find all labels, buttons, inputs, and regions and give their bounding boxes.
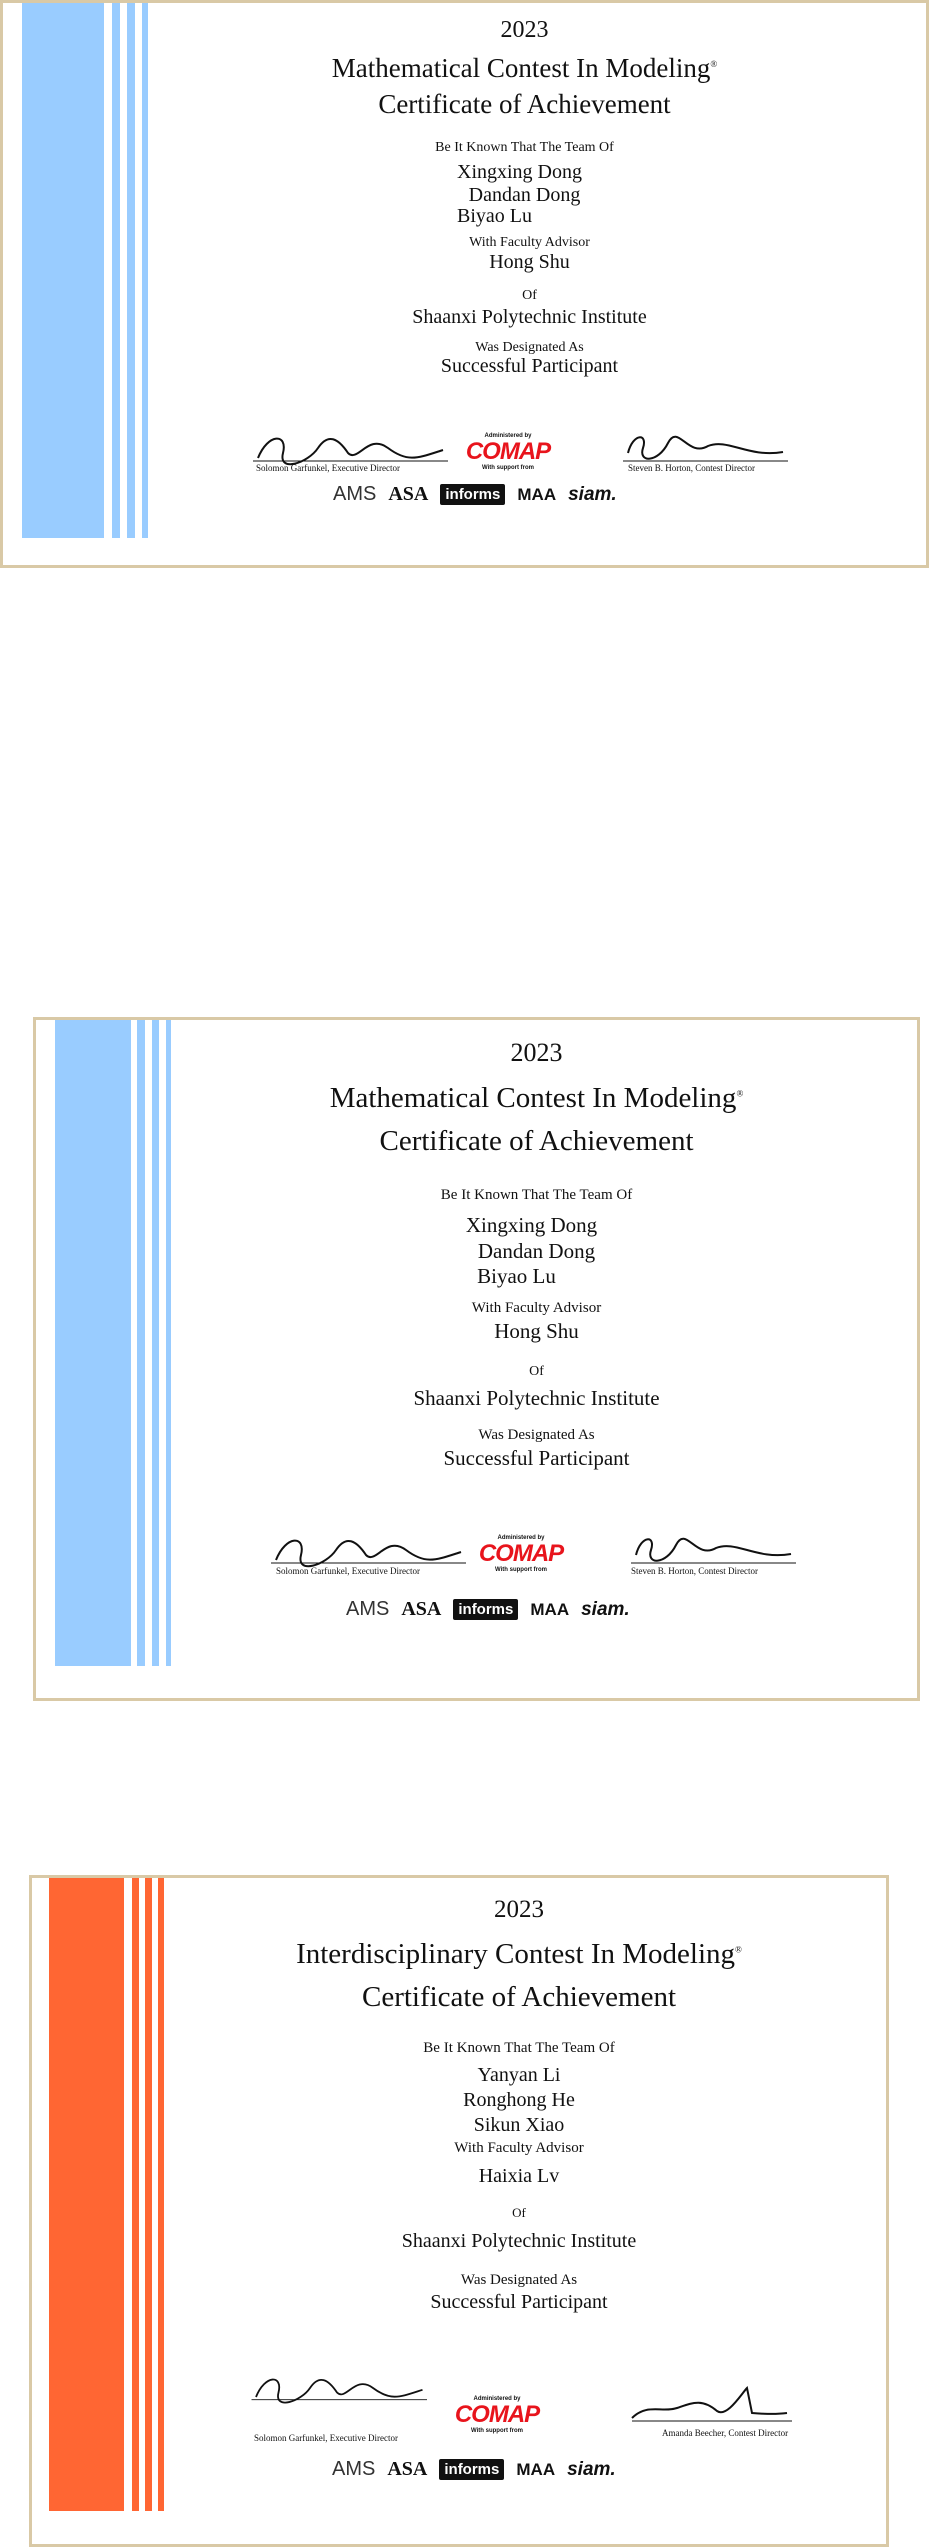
sponsor-logos (333, 483, 617, 506)
certificate-title: Certificate of Achievement (379, 1125, 694, 1157)
designation: Successful Participant (430, 2291, 608, 2313)
advisor-label: With Faculty Advisor (469, 235, 590, 250)
left-signature (247, 2368, 427, 2408)
comap-logo: COMAP (454, 2401, 540, 2428)
accent-stripe (112, 3, 120, 538)
designated-label: Was Designated As (478, 1427, 595, 1443)
support-label: With support from (471, 2428, 523, 2434)
designation: Successful Participant (443, 1446, 630, 1470)
comap-logo: COMAP (478, 1540, 564, 1567)
left-signer-caption: Solomon Garfunkel, Executive Director (276, 1566, 420, 1576)
maa-logo: MAA (517, 484, 557, 504)
administered-by-label: Administered by (484, 433, 532, 439)
certificate-1 (0, 0, 929, 568)
of-label: Of (522, 288, 537, 303)
certificate-title: Certificate of Achievement (378, 89, 671, 119)
accent-bar-wide (49, 1878, 124, 2511)
accent-stripe (145, 1878, 152, 2511)
accent-bar-wide (55, 1020, 131, 1666)
maa-logo: MAA (530, 1599, 570, 1619)
team-member: Biyao Lu (477, 1264, 556, 1288)
team-member: Yanyan Li (477, 2064, 561, 2086)
advisor-name: Hong Shu (494, 1319, 579, 1343)
accent-stripe (132, 1878, 139, 2511)
left-signature (266, 1530, 466, 1570)
team-member: Biyao Lu (457, 205, 532, 227)
asa-logo: ASA (387, 2458, 428, 2480)
contest-name: Mathematical Contest In Modeling® (329, 1082, 744, 1114)
informs-logo: informs (453, 1599, 518, 1620)
designated-label: Was Designated As (475, 340, 584, 355)
left-signer-caption: Solomon Garfunkel, Executive Director (256, 463, 400, 473)
right-signature (626, 1530, 796, 1570)
right-signer-caption: Steven B. Horton, Contest Director (628, 463, 755, 473)
advisor-label: With Faculty Advisor (471, 1300, 602, 1316)
accent-stripe (137, 1020, 145, 1666)
designated-label: Was Designated As (460, 2272, 578, 2288)
right-signature (618, 428, 788, 468)
comap-block (452, 2396, 542, 2434)
of-label: Of (512, 2205, 526, 2220)
contest-name: Mathematical Contest In Modeling® (331, 53, 718, 83)
ams-logo: AMS (346, 1598, 390, 1620)
informs-logo: informs (440, 484, 505, 505)
advisor-label: With Faculty Advisor (454, 2140, 584, 2156)
intro-text: Be It Known That The Team Of (440, 1187, 633, 1203)
comap-logo: COMAP (465, 438, 551, 465)
intro-text: Be It Known That The Team Of (423, 2040, 615, 2056)
certificate-title: Certificate of Achievement (361, 1981, 677, 2013)
certificate-3 (29, 1875, 889, 2547)
left-signature (248, 428, 448, 468)
team-member: Sikun Xiao (473, 2114, 565, 2136)
certificate-2 (33, 1017, 920, 1701)
siam-logo: siam. (581, 1598, 630, 1620)
ams-logo: AMS (333, 483, 377, 505)
siam-logo: siam. (567, 2458, 616, 2480)
informs-logo: informs (439, 2459, 504, 2480)
right-signer-caption: Steven B. Horton, Contest Director (631, 1566, 758, 1576)
ams-logo: AMS (332, 2458, 376, 2480)
contest-name: Interdisciplinary Contest In Modeling® (296, 1938, 742, 1970)
right-signer-caption: Amanda Beecher, Contest Director (662, 2428, 789, 2438)
support-label: With support from (482, 465, 534, 471)
contest-year: 2023 (510, 1038, 563, 1067)
comap-block (476, 1535, 566, 1573)
administered-by-label: Administered by (473, 2396, 521, 2402)
administered-by-label: Administered by (497, 1535, 545, 1541)
accent-stripe (158, 1878, 164, 2511)
designation: Successful Participant (440, 355, 619, 377)
accent-bar-wide (22, 3, 104, 538)
advisor-name: Haixia Lv (478, 2165, 560, 2187)
of-label: Of (529, 1364, 544, 1379)
intro-text: Be It Known That The Team Of (435, 140, 614, 155)
right-signature (627, 2383, 792, 2428)
team-member: Ronghong He (463, 2089, 575, 2111)
sponsor-logos (346, 1598, 630, 1621)
team-member: Dandan Dong (468, 184, 581, 206)
siam-logo: siam. (568, 483, 617, 505)
sponsor-logos (332, 2458, 616, 2481)
institution-name: Shaanxi Polytechnic Institute (412, 306, 647, 328)
team-member: Xingxing Dong (465, 1213, 598, 1237)
asa-logo: ASA (401, 1598, 442, 1620)
team-member: Xingxing Dong (457, 161, 582, 183)
asa-logo: ASA (388, 483, 429, 505)
institution-name: Shaanxi Polytechnic Institute (413, 1386, 660, 1410)
maa-logo: MAA (516, 2459, 556, 2479)
left-signer-caption: Solomon Garfunkel, Executive Director (254, 2433, 398, 2443)
contest-year: 2023 (500, 17, 549, 43)
team-member: Dandan Dong (477, 1239, 596, 1263)
institution-name: Shaanxi Polytechnic Institute (401, 2230, 637, 2252)
contest-year: 2023 (494, 1896, 544, 1923)
comap-block (463, 433, 553, 471)
support-label: With support from (495, 1567, 547, 1573)
advisor-name: Hong Shu (489, 251, 570, 273)
